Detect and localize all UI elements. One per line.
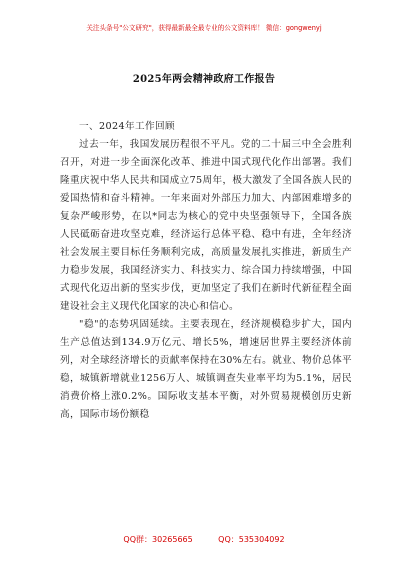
- footer-contact: QQ群：30265665 QQ：535304092: [123, 535, 285, 544]
- header-banner: 关注头条号"公文研究"，获得最新最全最专业的公文资料库！ 微信：gongwenyj: [86, 24, 322, 32]
- section-heading: 一、2024年工作回顾: [79, 121, 175, 132]
- paragraph-1: 过去一年，我国发展历程很不平凡。党的二十届三中全会胜利召开，对进一步全面深化改革、推进中国式现代化作出部署。我们隆重庆祝中华人民共和国成立75周年，极大激发了全国各族人民的爱国热情和奋斗精神。一年来面对外部压力加大、内部困难增多的复杂严峻形势，在以*同志为核心的党中央坚强领导下，全国各族人民砥砺奋进攻坚克难，经济运行总体平稳、稳中有进，全年经济社会发展主要目标任务顺利完成，高质量发展扎实推进，新质生产力稳步发展，我国经济实力、科技实力、综合国力持续增强，中国式现代化迈出新的坚实步伐，更加坚定了我们在新时代新征程全面建设社会主义现代化国家的决心和信心。: [60, 139, 352, 312]
- document-title: 2025年两会精神政府工作报告: [132, 74, 276, 85]
- document-body: [60, 118, 352, 424]
- paragraph-2: "稳"的态势巩固延续。主要表现在，经济规模稳步扩大，国内生产总值达到134.9万亿元、增长5%，增速居世界主要经济体前列，对全球经济增长的贡献率保持在30%左右。就业、物价总体平稳，城镇新增就业1256万人、城镇调查失业率平均为5.1%，居民消费价格上涨0.2%。国际收支基本平衡，对外贸易规模创历史新高，国际市场份额稳: [60, 319, 352, 420]
